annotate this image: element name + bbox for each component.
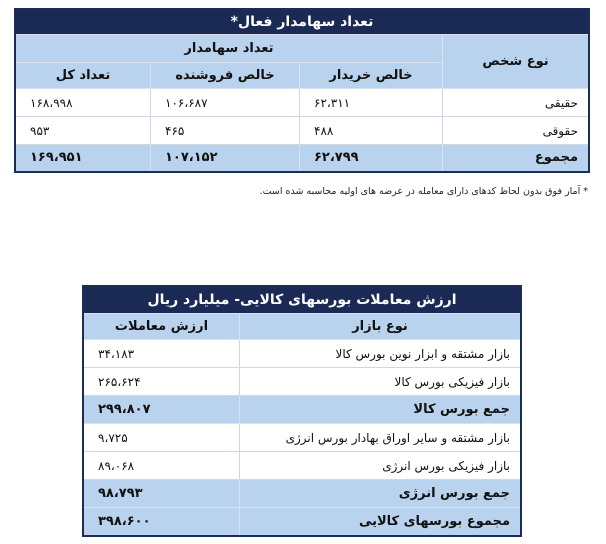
total-count-value: ۱۶۸،۹۹۸ [15,89,151,117]
sum-net-buyer: ۶۲،۷۹۹ [300,145,443,172]
footnote: * آمار فوق بدون لحاظ کدهای دارای معامله در عرضه های اولیه محاسبه شده است. [259,186,588,197]
market-label: جمع بورس انرژی [240,480,522,508]
net-seller-value: ۴۶۵ [151,117,300,145]
table-row [83,368,521,396]
net-seller-value: ۱۰۶،۶۸۷ [151,89,300,117]
trade-value-header: ارزش معاملات [83,314,240,340]
trade-value: ۸۹،۰۶۸ [83,452,240,480]
net-buyer-value: ۴۸۸ [300,117,443,145]
table-row [83,480,521,508]
market-label: بازار فیزیکی بورس کالا [240,368,522,396]
commodity-rows [83,340,521,537]
trade-value: ۲۹۹،۸۰۷ [83,396,240,424]
table-row [83,452,521,480]
market-type-header: نوع بازار [240,314,522,340]
person-type-header: نوع شخص [443,35,590,89]
shareholders-table-title: تعداد سهامدار فعال* [15,9,589,35]
sum-label: مجموع [443,145,590,172]
shareholder-count-group-header: تعداد سهامدار [15,35,443,63]
trade-value: ۹۸،۷۹۳ [83,480,240,508]
table-row [15,89,589,117]
market-label: بازار مشتقه و ابزار نوین بورس کالا [240,340,522,368]
market-label: بازار فیزیکی بورس انرژی [240,452,522,480]
net-buyer-value: ۶۲،۳۱۱ [300,89,443,117]
table-row [83,340,521,368]
market-label: بازار مشتقه و سایر اوراق بهادار بورس انرژی [240,424,522,452]
table-row [15,117,589,145]
trade-value: ۹،۷۲۵ [83,424,240,452]
table-row [83,424,521,452]
total-count-header: تعداد کل [15,63,151,89]
market-label: مجموع بورسهای کالایی [240,508,522,537]
net-buyer-header: خالص خریدار [300,63,443,89]
commodity-trade-table [82,285,522,537]
sum-row [15,145,589,172]
sum-net-seller: ۱۰۷،۱۵۲ [151,145,300,172]
row-label: حقوقی [443,117,590,145]
row-label: حقیقی [443,89,590,117]
trade-value: ۳۹۸،۶۰۰ [83,508,240,537]
table-row [83,396,521,424]
net-seller-header: خالص فروشنده [151,63,300,89]
trade-value: ۳۴،۱۸۳ [83,340,240,368]
commodity-table-title: ارزش معاملات بورسهای کالایی- میلیارد ریال [83,286,521,314]
total-count-value: ۹۵۳ [15,117,151,145]
sum-total-count: ۱۶۹،۹۵۱ [15,145,151,172]
shareholders-table [14,8,590,173]
market-label: جمع بورس کالا [240,396,522,424]
trade-value: ۲۶۵،۶۲۴ [83,368,240,396]
table-row [83,508,521,537]
